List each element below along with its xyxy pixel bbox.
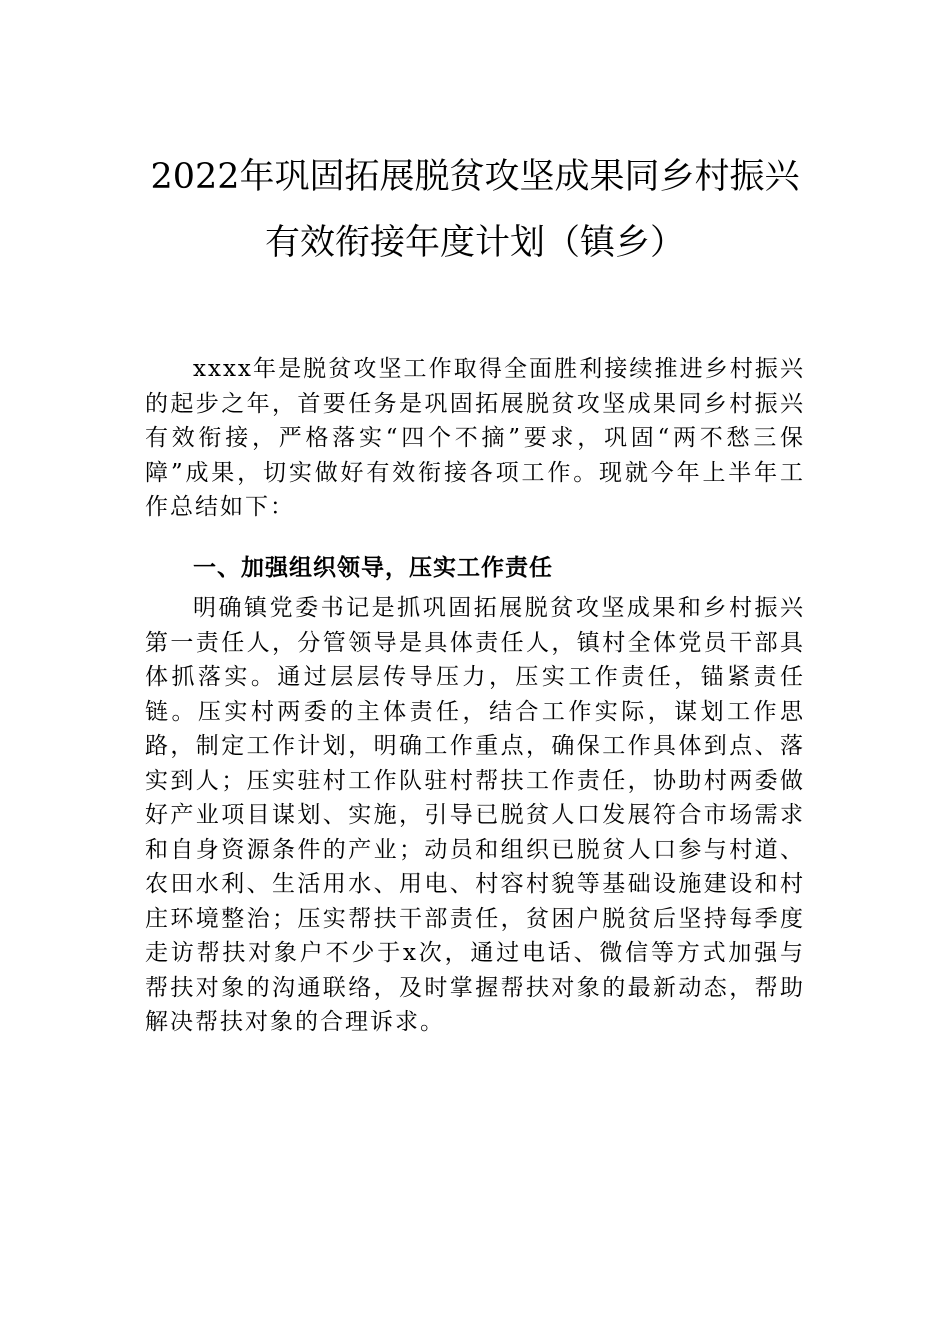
section-heading-1: 一、加强组织领导，压实工作责任	[193, 555, 553, 581]
intro-paragraph: xxxx年是脱贫攻坚工作取得全面胜利接续推进乡村振兴的起步之年，首要任务是巩固拓展脱贫攻坚成果同乡村振兴有效衔接，严格落实“四个不摘”要求，巩固“两不愁三保障”成果，切实做好有效衔接各项工作。现就今年上半年工作总结如下：	[145, 356, 805, 520]
document-title-line1: 2022年巩固拓展脱贫攻坚成果同乡村振兴	[150, 157, 800, 197]
section1-paragraph: 明确镇党委书记是抓巩固拓展脱贫攻坚成果和乡村振兴第一责任人，分管领导是具体责任人，镇村全体党员干部具体抓落实。通过层层传导压力，压实工作责任，锚紧责任链。压实村两委的主体责任，结合工作实际，谋划工作思路，制定工作计划，明确工作重点，确保工作具体到点、落实到人；压实驻村工作队驻村帮扶工作责任，协助村两委做好产业项目谋划、实施，引导已脱贫人口发展符合市场需求和自身资源条件的产业；动员和组织已脱贫人口参与村道、农田水利、生活用水、用电、村容村貌等基础设施建设和村庄环境整治；压实帮扶干部责任，贫困户脱贫后坚持每季度走访帮扶对象户不少于x次，通过电话、微信等方式加强与帮扶对象的沟通联络，及时掌握帮扶对象的最新动态，帮助解决帮扶对象的合理诉求。	[145, 595, 805, 1035]
document-title-line2: 有效衔接年度计划（镇乡）	[264, 223, 685, 263]
